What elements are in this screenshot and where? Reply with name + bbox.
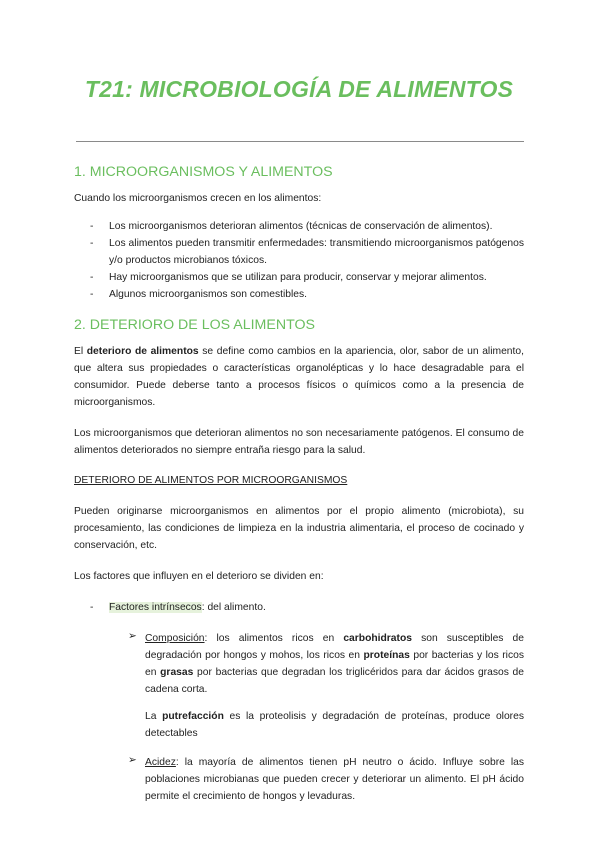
composition-text-4: por bacterias que degradan los triglicéridos para dar ácidos grasos de cadena corta. (145, 667, 524, 695)
acidity-label: Acidez (145, 757, 176, 768)
definition-text: se define como cambios en la apariencia, olor, sabor de un alimento, que altera sus propiedades o características organolépticas y lo hace desagradable para el consumidor. Puede deberse tanto a procesos físicos o químicos como a la presencia de microorganismos. (74, 346, 524, 408)
intrinsic-factors-list (74, 630, 524, 805)
section-1-heading: 1. MICROORGANISMOS Y ALIMENTOS (74, 164, 333, 180)
list-item (74, 599, 524, 616)
pathogens-paragraph: Los microorganismos que deterioran alimentos no son necesariamente patógenos. El consumo de alimentos deteriorados no siempre entraña riesgo para la salud. (74, 428, 524, 456)
composition-paragraph (145, 630, 524, 698)
fats-term: grasas (160, 667, 194, 678)
acidity-paragraph (145, 754, 524, 805)
title-divider (76, 141, 524, 142)
putrefaction-paragraph (145, 708, 524, 742)
composition-text-1: : los alimentos ricos en (204, 633, 344, 644)
section-1-list (74, 218, 524, 303)
section-1-intro: Cuando los microorganismos crecen en los alimentos: (74, 193, 322, 204)
arrow-bullet-icon: ➢ (128, 755, 137, 766)
putrefaction-pre: La (145, 711, 163, 722)
list-item: - Algunos microorganismos son comestibles. (74, 286, 524, 303)
factors-intro: Los factores que influyen en el deterioro se dividen en: (74, 571, 324, 582)
acidity-text: : la mayoría de alimentos tienen pH neutro o ácido. Influye sobre las poblaciones microbianas que pueden crecer y deteriorar un alimento. El pH ácido permite el crecimiento de hongos y levaduras. (145, 757, 524, 802)
composition-label: Composición (145, 633, 205, 644)
definition-pre: El (74, 346, 87, 357)
carbohydrates-term: carbohidratos (343, 633, 412, 644)
subsection-heading: DETERIORO DE ALIMENTOS POR MICROORGANISMOS (74, 475, 348, 486)
factors-list (74, 599, 524, 616)
composition-text-3: por bacterias y los ricos en (145, 650, 524, 678)
acidity-item (74, 754, 524, 805)
definition-paragraph (74, 343, 524, 411)
list-item: - Los microorganismos deterioran alimentos (técnicas de conservación de alimentos). (74, 218, 524, 235)
origin-paragraph: Pueden originarse microorganismos en alimentos por el propio alimento (microbiota), su procesamiento, las condiciones de limpieza en la industria alimentaria, el proceso de cocinado y conservación, etc. (74, 506, 524, 551)
list-item: - Hay microorganismos que se utilizan para producir, conservar y mejorar alimentos. (74, 269, 524, 286)
proteins-term: proteínas (363, 650, 410, 661)
factor-label-rest: : del alimento. (201, 602, 266, 613)
composition-item (74, 630, 524, 742)
putrefaction-text: es la proteolisis y degradación de proteínas, produce olores detectables (145, 711, 524, 739)
list-item: - Los alimentos pueden transmitir enfermedades: transmitiendo microorganismos patógenos y/o productos microbianos tóxicos. (74, 235, 524, 269)
composition-text-2: son susceptibles de degradación por hongos y mohos, los ricos en (145, 633, 524, 661)
factor-label-highlight: Factores intrínsecos (109, 602, 202, 613)
putrefaction-term: putrefacción (162, 711, 224, 722)
section-2-heading: 2. DETERIORO DE LOS ALIMENTOS (74, 317, 315, 333)
arrow-bullet-icon: ➢ (128, 631, 137, 642)
page-title: T21: MICROBIOLOGÍA DE ALIMENTOS (84, 76, 514, 102)
definition-term: deterioro de alimentos (86, 346, 199, 357)
